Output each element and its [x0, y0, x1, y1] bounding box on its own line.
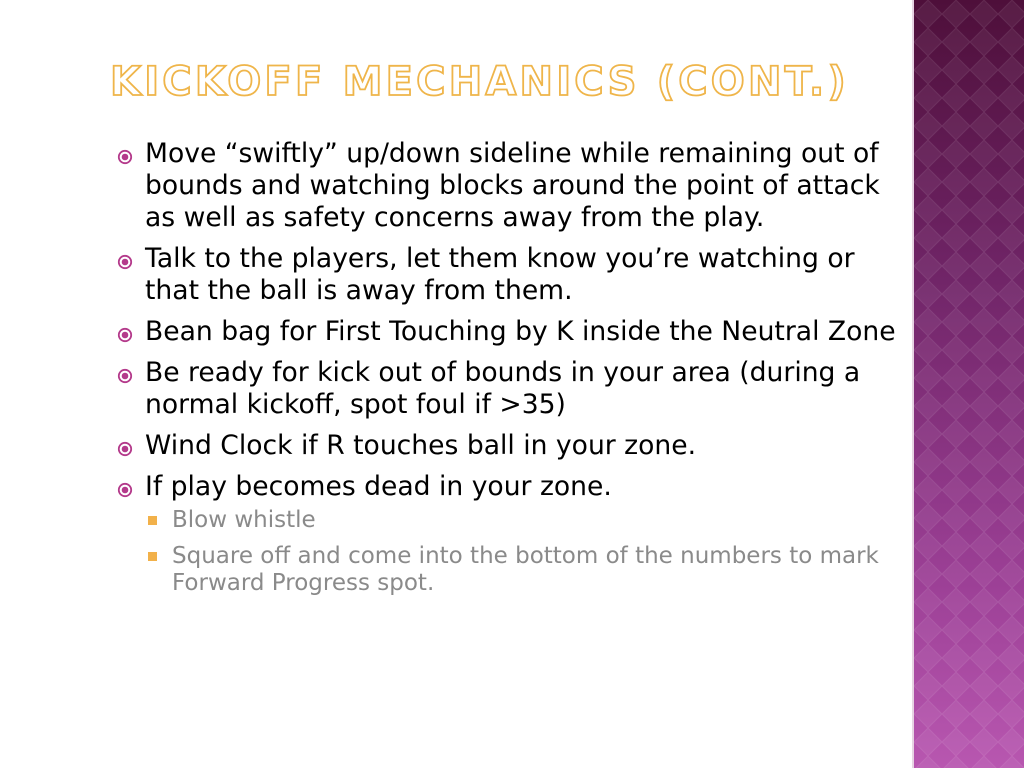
slide-content	[112, 138, 912, 606]
circle-dot-icon	[117, 441, 133, 457]
sub-bullet-list	[145, 507, 912, 597]
bullet-text: If play becomes dead in your zone.	[145, 471, 612, 502]
sub-bullet-item	[145, 507, 912, 534]
circle-dot-icon	[117, 327, 133, 343]
bullet-text: Wind Clock if R touches ball in your zone.	[145, 430, 697, 461]
circle-dot-icon	[117, 149, 133, 165]
sub-bullet-text: Square off and come into the bottom of the numbers to mark Forward Progress spot.	[172, 543, 879, 596]
circle-dot-icon	[117, 254, 133, 270]
bullet-item	[112, 357, 912, 421]
circle-dot-icon	[117, 482, 133, 498]
bullet-text: Bean bag for First Touching by K inside the Neutral Zone	[145, 316, 896, 347]
bullet-text: Talk to the players, let them know you’re watching or that the ball is away from them.	[145, 243, 855, 306]
bullet-item	[112, 138, 912, 234]
bullet-item	[112, 316, 912, 348]
decorative-sidebar	[912, 0, 1024, 768]
circle-dot-icon	[117, 368, 133, 384]
bullet-text: Move “swiftly” up/down sideline while remaining out of bounds and watching blocks around the point of attack as well as safety concerns away from the play.	[145, 138, 880, 233]
bullet-item	[112, 430, 912, 462]
sub-bullet-item	[145, 543, 912, 597]
bullet-item	[112, 471, 912, 597]
bullet-list	[112, 138, 912, 597]
slide-title: KICKOFF MECHANICS (CONT.)	[110, 59, 849, 105]
square-bullet-icon	[148, 516, 157, 525]
bullet-text: Be ready for kick out of bounds in your area (during a normal kickoff, spot foul if >35)	[145, 357, 861, 420]
square-bullet-icon	[148, 552, 157, 561]
sub-bullet-text: Blow whistle	[172, 507, 316, 533]
bullet-item	[112, 243, 912, 307]
diamond-pattern	[914, 0, 1024, 768]
